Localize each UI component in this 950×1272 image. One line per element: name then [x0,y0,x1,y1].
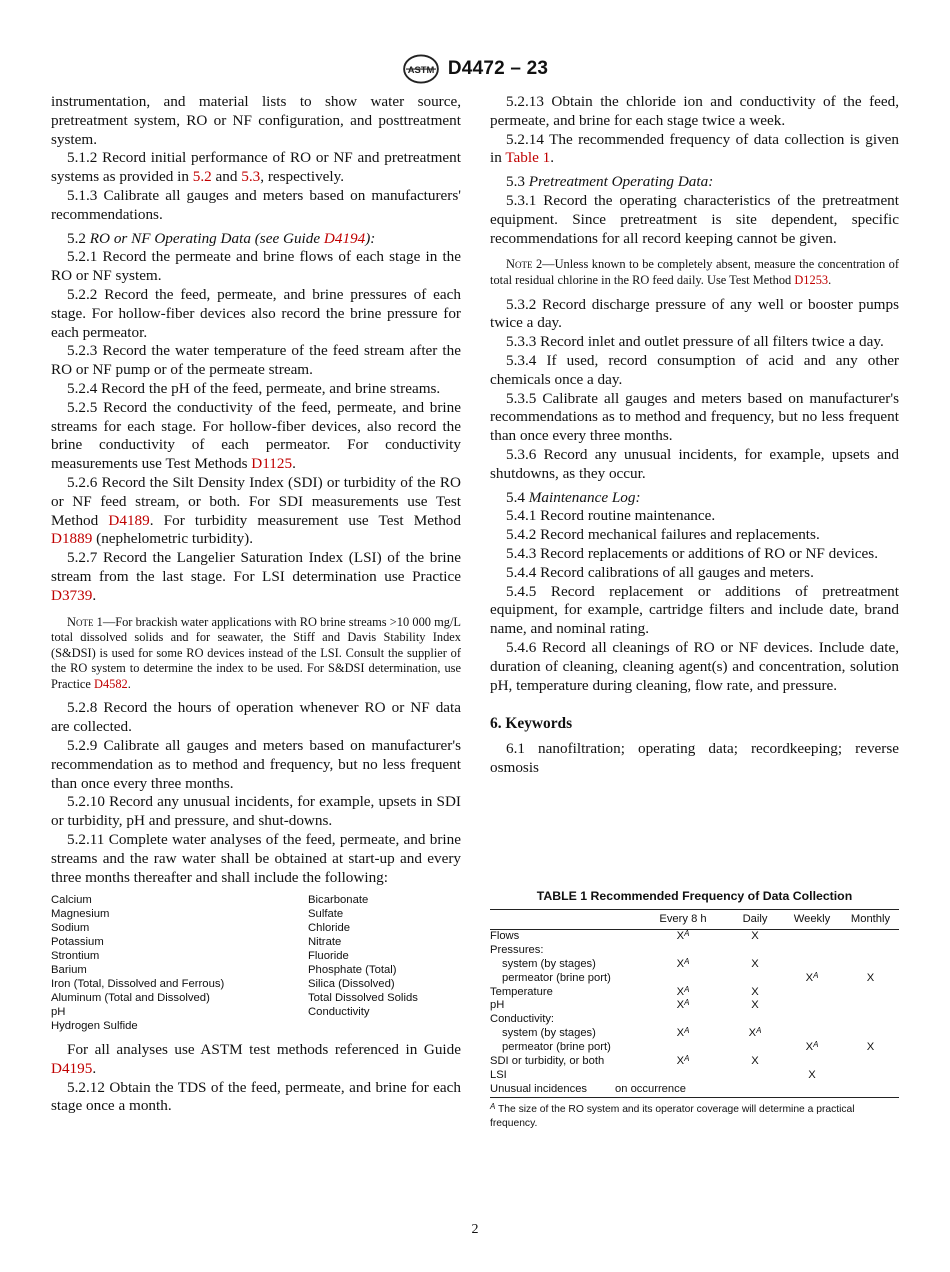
note-1: Note 1—For brackish water applications with RO brine streams >10 000 mg/L total dissolved solids and for seawater, the Stiff and Davis Stability Index (S&DSI) is used for some RO devices instead of the LSI. Consult the supplier of the RO system to determine the index to be used. For S&DSI determination, use Practice D4582. [51,614,461,691]
table-row [490,1013,899,1027]
table-footnote: $^A$ The size of the RO system and its operator coverage will determine a practical frequency. [490,1101,855,1129]
table-cell-label: SDI or turbidity, or both [490,1055,605,1068]
paragraph-5-3-5: 5.3.5 Calibrate all gauges and meters based on manufacturer's recommendations as to method and frequency, but no less frequent than once every three months. [490,389,899,445]
list-item: Barium [51,964,87,977]
astm-logo-icon [402,54,440,84]
table-cell [782,944,842,958]
table-cell [842,1027,899,1041]
table-row [490,958,899,972]
paragraph-5-4-3: 5.4.3 Record replacements or additions of RO or NF devices. [506,544,879,562]
link-d3739[interactable]: D3739 [51,586,93,604]
paragraph-5-2-9: 5.2.9 Calibrate all gauges and meters based on manufacturer's recommendation as to method and frequency, but no less frequent than once every three months. [51,737,461,792]
paragraph-5-2-2: 5.2.2 Record the feed, permeate, and brine pressures of each stage. For hollow-fiber devices also record the brine pressure for each permeator. [51,285,461,341]
table-cell: X [751,1055,759,1068]
table-cell [782,929,842,943]
table-row [490,1069,899,1083]
table-cell: $X^A$ [676,998,690,1012]
left-column [51,93,461,1116]
list-item: Conductivity [308,1006,370,1019]
list-item: pH [51,1006,66,1019]
table-cell [842,929,899,943]
table-cell-label: permeator (brine port) [502,971,611,984]
table-cell-label: pH [490,999,505,1012]
paragraph-5-2-4: 5.2.4 Record the pH of the feed, permeate, and brine streams. [67,379,441,397]
column-header: Daily [742,913,768,925]
paragraph-5-2-8: 5.2.8 Record the hours of operation whenever RO or NF data are collected. [51,699,461,736]
list-item: Strontium [51,950,100,963]
paragraph-5-3-4: 5.3.4 If used, record consumption of acid and any other chemicals once a day. [490,351,899,388]
paragraph-analysis-methods: For all analyses use ASTM test methods referenced in Guide D4195. [51,1040,461,1077]
column-header: Monthly [850,913,891,925]
table-cell [638,1069,728,1083]
list-item: Chloride [308,922,351,935]
table-1 [490,889,899,1131]
analyte-list [51,894,461,1034]
table-cell: $X^A$ [676,928,690,942]
list-item: Potassium [51,936,104,949]
link-table-1[interactable]: Table 1 [505,149,551,167]
table-cell [638,972,728,986]
list-item: Nitrate [308,936,342,949]
list-item: Fluoride [308,950,349,963]
note-2: Note 2—Unless known to be completely absent, measure the concentration of total residual chlorine in the RO feed daily. Use Test Method D1253. [490,257,899,287]
paragraph-5-2-5: 5.2.5 Record the conductivity of the feed, permeate, and brine streams for each stage. For hollow-fiber devices, also record the brine conductivity of each permeator. For conductivity measurements use Test Methods D1125. [51,398,461,473]
table-cell [728,1069,782,1083]
list-item: Total Dissolved Solids [308,992,418,1005]
section-5-4-heading: 5.4 Maintenance Log: [506,488,641,506]
list-item: Calcium [51,894,92,907]
paragraph-5-3-6: 5.3.6 Record any unusual incidents, for example, upsets and shutdowns, as they occur. [490,445,899,482]
table-cell-label: Unusual incidences on occurrence [490,1082,686,1095]
table-cell-label: system (by stages) [502,957,596,970]
table-cell [638,1013,728,1027]
standard-designation: D4472 – 23 [447,58,549,79]
table-cell [728,1041,782,1055]
table-cell [842,1055,899,1069]
table-cell: $X^A$ [805,970,819,984]
table-cell-label: system (by stages) [502,1027,596,1040]
paragraph-5-4-6: 5.4.6 Record all cleanings of RO or NF devices. Include date, duration of cleaning, cleaning agent(s) and concentration, solution pH, temperature during cleaning, flow rate, and pressure. [490,638,899,694]
table-cell [638,944,728,958]
list-item: Sodium [51,922,90,935]
table-cell [728,972,782,986]
table-cell [842,1013,899,1027]
table-title: TABLE 1 Recommended Frequency of Data Collection [536,889,853,903]
list-item: Silica (Dissolved) [308,978,395,991]
paragraph: instrumentation, and material lists to show water source, pretreatment system, RO or NF configuration, and posttreatment system. [51,93,461,148]
table-cell [842,986,899,1000]
table-cell [782,1083,842,1097]
list-item: Hydrogen Sulfide [51,1020,138,1033]
table-cell: X [751,957,759,970]
column-header: Weekly [793,913,831,925]
table-row [490,972,899,986]
table-cell [782,1013,842,1027]
table-cell [782,999,842,1013]
section-5-3-heading: 5.3 Pretreatment Operating Data: [506,173,714,191]
table-cell [782,1027,842,1041]
table-cell: X [808,1068,816,1081]
link-d1889[interactable]: D1889 [51,530,93,548]
list-item: Bicarbonate [308,894,369,907]
table-cell [728,1013,782,1027]
link-5-3[interactable]: 5.3 [241,168,261,186]
table-cell [638,1041,728,1055]
table-cell: X [751,999,759,1012]
paragraph-5-4-4: 5.4.4 Record calibrations of all gauges and meters. [506,563,814,581]
right-column [490,93,899,778]
paragraph-5-4-1: 5.4.1 Record routine maintenance. [506,507,716,525]
table-cell: $X^A$ [805,1040,819,1054]
paragraph-5-2-7: 5.2.7 Record the Langelier Saturation Index (LSI) of the brine stream from the last stage. For LSI determination use Practice D3739. [51,549,461,604]
link-d4194[interactable]: D4194 [323,229,366,247]
table-cell [782,958,842,972]
table-cell [728,1083,782,1097]
paragraph-5-2-3: 5.2.3 Record the water temperature of the feed stream after the RO or NF pump or of the permeate stream. [51,342,461,379]
page-header [0,52,950,86]
table-cell-label: Pressures: [490,943,544,956]
table-row [490,1083,899,1097]
link-d4189[interactable]: D4189 [108,511,150,529]
table-cell: $X^A$ [676,1054,690,1068]
table-row [490,1041,899,1055]
table-body [490,929,899,1097]
table-cell: $X^A$ [676,984,690,998]
table-row [490,929,899,943]
link-d1253[interactable]: D1253 [794,272,829,287]
table-cell: X [751,929,759,942]
table-row [490,944,899,958]
link-d4195[interactable]: D4195 [51,1059,93,1077]
table-cell [782,1055,842,1069]
svg-text:ASTM: ASTM [407,65,435,76]
table-cell: $X^A$ [748,1026,762,1040]
list-item: Sulfate [308,908,344,921]
table-cell [842,944,899,958]
link-5-2[interactable]: 5.2 [192,168,212,186]
paragraph-5-3-1: 5.3.1 Record the operating characteristics of the pretreatment equipment. Since pretreatment is site dependent, specific recommendations for all record keeping cannot be given. [490,191,899,247]
paragraph-5-4-5: 5.4.5 Record replacement or additions of pretreatment equipment, for example, cartridge filters and include date, brand name, and nominal rating. [490,582,899,638]
list-item: Iron (Total, Dissolved and Ferrous) [51,978,225,991]
paragraph-5-3-3: 5.3.3 Record inlet and outlet pressure of all filters twice a day. [506,333,884,351]
table-row [490,1055,899,1069]
paragraph-5-3-2: 5.3.2 Record discharge pressure of any well or booster pumps twice a day. [490,295,899,332]
paragraph-6-1: 6.1 nanofiltration; operating data; recordkeeping; reverse osmosis [490,740,899,776]
table-cell-label: Flows [490,929,520,942]
paragraph-5-2-14: 5.2.14 The recommended frequency of data collection is given in Table 1. [490,130,899,167]
table-cell-label: Temperature [490,985,553,998]
table-cell-label: permeator (brine port) [502,1041,611,1054]
list-item: Phosphate (Total) [308,964,397,977]
paragraph-5-2-6: 5.2.6 Record the Silt Density Index (SDI) or turbidity of the RO or NF feed stream, or both. For SDI measurements use Test Method D4189. For turbidity measurement use Test Method D1889 (nephelometric turbidity). [51,473,461,548]
section-5-2-heading: 5.2 RO or NF Operating Data (see Guide D4194): [67,229,376,247]
paragraph-5-2-12: 5.2.12 Obtain the TDS of the feed, permeate, and brine for each stage once a month. [51,1078,461,1115]
paragraph-5-2-1: 5.2.1 Record the permeate and brine flows of each stage in the RO or NF system. [51,248,461,285]
table-cell: X [751,985,759,998]
table-cell [842,1083,899,1097]
paragraph-5-2-11: 5.2.11 Complete water analyses of the feed, permeate, and brine streams and the raw water shall be obtained at start-up and every three months thereafter and shall include the following: [51,831,461,886]
link-d4582[interactable]: D4582 [94,676,128,691]
list-item: Aluminum (Total and Dissolved) [51,992,210,1005]
table-header-row [490,910,899,930]
table-cell [842,999,899,1013]
column-header: Every 8 h [659,913,707,925]
table-cell: $X^A$ [676,956,690,970]
table-cell: $X^A$ [676,1026,690,1040]
list-item: Magnesium [51,908,110,921]
table-cell [842,1069,899,1083]
link-d1125[interactable]: D1125 [251,455,293,473]
page-number: 2 [471,1222,479,1237]
table-cell-label: LSI [490,1068,507,1081]
paragraph-5-1-3: 5.1.3 Calibrate all gauges and meters based on manufacturers' recommendations. [51,186,461,223]
column-header [490,910,638,930]
table-row [490,986,899,1000]
table-cell [842,958,899,972]
paragraph-5-4-2: 5.4.2 Record mechanical failures and replacements. [506,526,820,544]
table-cell: X [866,971,875,984]
paragraph-5-1-2: 5.1.2 Record initial performance of RO or NF and pretreatment systems as provided in 5.2 and 5.3, respectively. [51,149,461,186]
frequency-table [490,909,899,1098]
table-cell [728,944,782,958]
keywords-heading: 6. Keywords [490,715,573,733]
table-row [490,999,899,1013]
table-row [490,1027,899,1041]
table-cell [782,986,842,1000]
table-cell: X [866,1041,875,1054]
paragraph-5-2-10: 5.2.10 Record any unusual incidents, for example, upsets in SDI or turbidity, pH and pressure, and shut-downs. [51,793,461,830]
table-cell-label: Conductivity: [490,1013,555,1026]
list-item [308,1020,458,1034]
paragraph-5-2-13: 5.2.13 Obtain the chloride ion and conductivity of the feed, permeate, and brine for each stage twice a week. [490,93,899,129]
